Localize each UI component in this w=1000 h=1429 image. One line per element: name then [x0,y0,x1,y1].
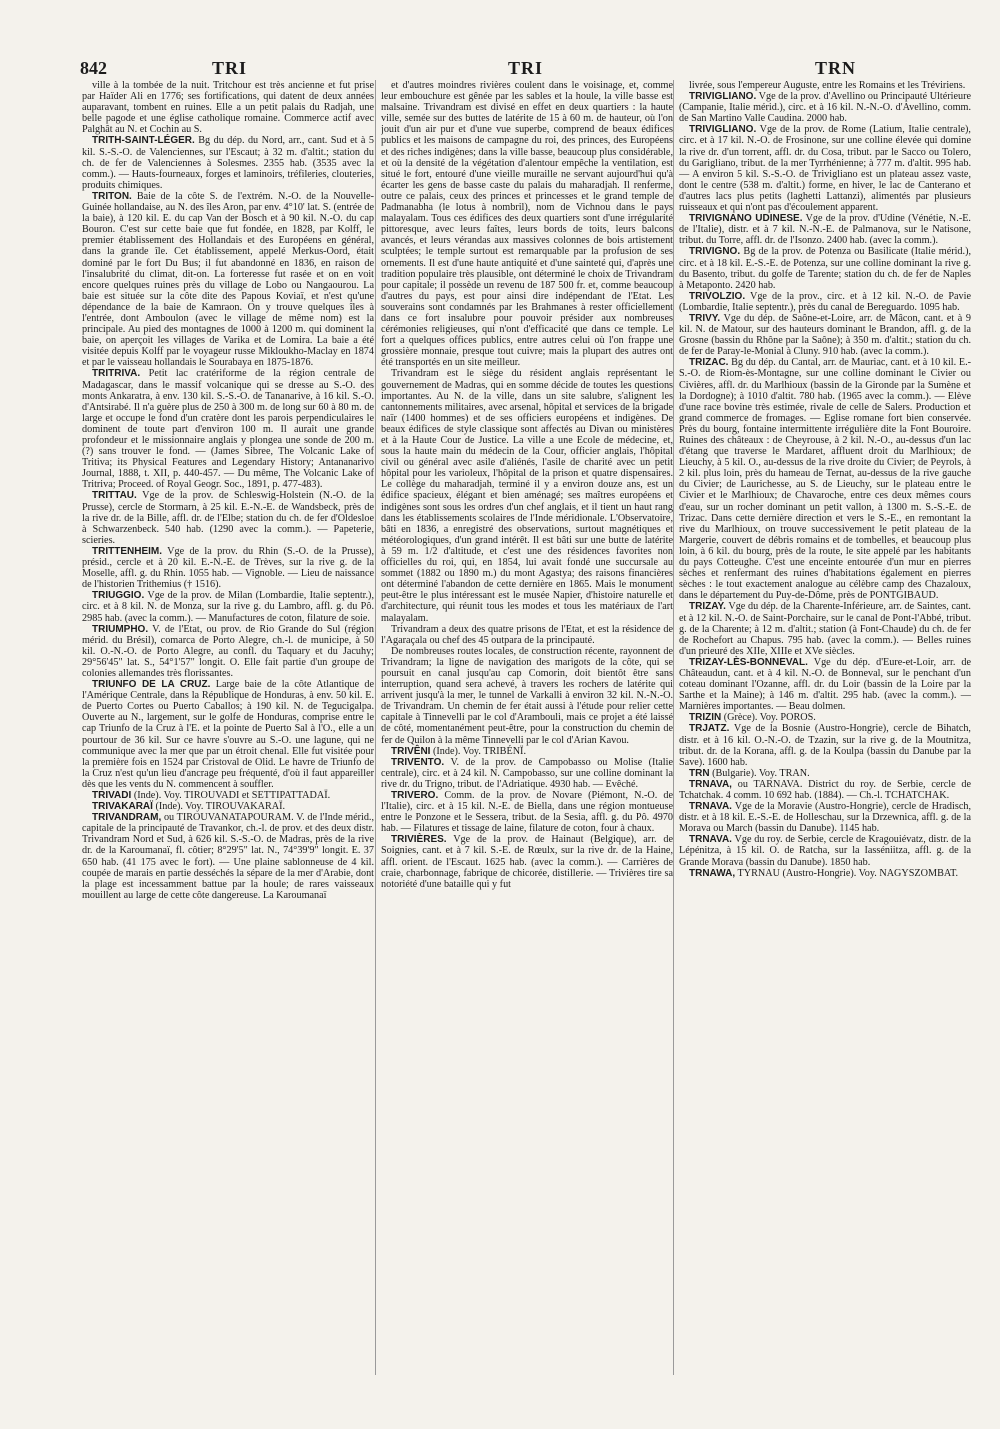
dictionary-entry [82,80,374,135]
entry-headword: TRIVIGLIANO. [689,91,757,103]
dictionary-entry [679,801,971,834]
entry-text: Vge de la prov. de Schleswig-Holstein (N.-O. de la Prusse), cercle de Stormarn, à 25 kil. E.-N.-E. de Wandsbeck, près de la rive dr. de la Bille, affl. dr. de l'Elbe; station du ch. de fer d'Oldesloe à Schwarzenbeck. 540 hab. (1290 avec la comm.). — Papeterie, scieries. [82,490,374,546]
dictionary-entry [82,135,374,190]
entry-headword: TRITTAU. [92,490,137,502]
entry-text: Bg du dép. du Cantal, arr. de Mauriac, cant. et à 10 kil. E.-S.-O. de Riom-ès-Montagne, sur une colline dominant le Civier ou Civières, affl. dr. du Marlhioux (bassin de la Gironde par la Sumène et la Dordogne); à 1010 d'altit. 780 hab. (1965 avec la comm.). — Elève d'une race bovine très estimée, rivale de celle de Salers. Production et grand commerce de fromages. — Eglise romane fort bien conservée. Près du bourg, fontaine intermittente irrégulière dite la Font Bouroire. Ruines des châteaux : de Cheyrouse, à 2 kil. N.-O., au-dessus d'un lac d'étang que traverse le Mardaret, affluent droit du Marlhioux; de Lieuchy, à 5 kil. O., au-dessus de la rive droite du Civier; de Peyrols, à 2 kil. plus loin, près du hameau de Ternat, au-dessus de la rive gauche du Civier; de Laurichesse, au S. de Lieuchy, sur le plateau entre le Civier et le Marlhioux; de Chavaroche, entre ces deux mêmes cours d'eau, sur un rocher dominant un petit vallon, à 1300 m. S.-S.-E. de Trizac. Dans cette dernière direction et vers le S.-E., en remontant la rive du Marlhioux, on trouve successivement le petit plateau de la Margerie, couvert de débris romains et de tombelles, et beaucoup plus loin, à 6 kil. du bourg, près de la route, le site appelé par les habitants du pays Cotteughe. C'est une enceinte entourée d'un mur en pierres sèches et renfermant des ruines d'habitations également en pierres sèches : le tout exactement analogue au célèbre camp des Chazaloux, dans le département du Puy-de-Dôme, près de PONTGIBAUD. [679,357,971,602]
entry-headword: TRIVADI [92,790,132,801]
entry-text: Vge de la prov. d'Avellino ou Principauté Ultérieure (Campanie, Italie mérid.), circ. et à 16 kil. N.-N.-O. d'Avellino, comm. de San Martino Valle Caudina. 2000 hab. [679,91,971,125]
dictionary-entry [679,712,971,723]
entry-headword: TRIVAKARAÏ [92,801,153,813]
entry-headword: TRIVIGNANO UDINESE. [689,213,803,225]
dictionary-entry [679,357,971,601]
dictionary-entry [82,368,374,490]
entry-headword: TRITTENHEIM. [92,545,162,557]
entry-text: Baie de la côte S. de l'extrém. N.-O. de la Nouvelle-Guinée hollandaise, au N. des îles Aron, par env. 4°10' lat. S. (entrée de la baie), à 120 kil. E. du cap Van der Bosch et à 90 kil. N.-O. du cap Bouron. C'est sur cette baie que fut fondée, en 1828, par Kolff, le premier établissement des Hollandais et des Européens en général, dans la grande île. Cet établissement, appelé Merkus-Oord, était dominé par le fort Du Bus; il fut abandonné en 1836, en raison de l'insalubrité du climat, dit-on. La forteresse fut rasée et on en voit encore quelques ruines près du village de Lobo ou Nangaourou. La baie est située sur la côte dite des Papous Koviaï, et n'est qu'une dépendance de la baie de Kamraon. On y trouve quelques îles à l'entrée, dont Amboulon (avec le village de même nom) est la principale. Au pied des montagnes de 1000 à 1200 m. qui dominent la baie, on aperçoit les villages de Varika et de Lomira. La baie a été visitée depuis Kolff par le voyageur russe Mikloukho-Maclay en 1874 et par le vaisseau hollandais le Sourabaya en 1875-1876. [82,190,374,369]
dictionary-entry [679,124,971,213]
entry-text: Vge de la Bosnie (Austro-Hongrie), cercle de Bihatch, distr. et à 16 kil. O.-N.-O. de Tzazin, sur la rive g. de la Moutnitza, tribut. dr. de la Korana, affl. g. de la Koulpa (bassin du Danube par la Save). 1600 hab. [679,723,971,768]
entry-text: Bg de la prov. de Potenza ou Basilicate (Italie mérid.), circ. et à 18 kil. E.-S.-E. de Potenza, sur une colline dominant la rive g. du Basento, tribut. du golfe de Tarente; station du ch. de fer de Naples à Metaponto. 2420 hab. [679,246,971,291]
entry-text: Vge de la prov. du Rhin (S.-O. de la Prusse), présid., cercle et à 20 kil. E.-N.-E. de Trèves, sur la rive g. de la Moselle, affl. g. du Rhin. 1055 hab. — Vignoble. — Lieu de naissance de l'historien Trithemius († 1516). [82,545,374,591]
entry-headword: TRITON. [92,190,132,202]
entry-text: De nombreuses routes locales, de construction récente, rayonnent de Trivandram; la ligne de navigation des marigots de la côte, qui se poursuit en canal jusqu'au cap Comorin, doit bientôt être sans interruption, quand sera achevé, à travers les rochers de latérite qui arrivent jusqu'à la mer, le tunnel de Varkalli à environ 32 kil. N.-N.-O. de Trivandram. Un chemin de fer était aussi à l'étude pour relier cette capitale à Tinnevelli par le col d'Arambouli, mais ce projet a été laissé de côté, momentanément peut-être, pour la construction du chemin de fer de Quilon à la même Tinnevelli par le col d'Arian Kavou. [381,645,673,746]
dictionary-entry [381,746,673,757]
entry-headword: TRIZAY-LÈS-BONNEVAL. [689,656,808,668]
entry-headword: TRIVOLZIO. [689,290,746,302]
entry-headword: TRIVANDRAM, [92,812,162,824]
page-header [80,58,942,82]
entry-headword: TRJATZ. [689,723,730,735]
dictionary-entry [679,723,971,767]
dictionary-entry [82,490,374,545]
entry-text: Vge du dép. de Saône-et-Loire, arr. de Mâcon, cant. et à 9 kil. N. de Matour, sur des hauteurs dominant le Brandon, affl. g. de la Grosne (bassin du Rhône par la Saône); à 350 m. d'altit.; station du ch. de fer de Paray-le-Monial à Cluny. 910 hab. (avec la comm.). [679,312,971,358]
page-number: 842 [80,58,107,78]
entry-text: Vge du roy. de Serbie, cercle de Kragouiévatz, distr. de la Lépénitza, à 15 kil. O. de Ratcha, sur la Iasséniitza, affl. g. de la Grande Morava (bassin du Danube). 1850 hab. [679,834,971,868]
dictionary-entry [679,768,971,779]
column-divider [375,80,376,1375]
dictionary-entry [82,546,374,590]
entry-headword: TRIVIGNO. [689,246,741,258]
entry-headword: TRITH-SAINT-LÉGER. [92,135,195,147]
dictionary-entry [381,790,673,834]
entry-text: Trivandram a deux des quatre prisons de l'Etat, et est la résidence de l'Agaraçala ou chef des 45 outpara de la principauté. [381,623,673,646]
dictionary-entry [679,657,971,712]
entry-text: Comm. de la prov. de Novare (Piémont, N.-O. de l'Italie), circ. et à 15 kil. N.-E. de Biella, dans une région montueuse entre le Ponzone et le Sessera, tribut. de la Sesia, affl. g. du Pô. 4970 hab. — Filatures et tissage de laine, filature de coton, four à chaux. [381,790,673,835]
dictionary-entry [679,868,971,879]
entry-text: (Inde). Voy. TRIBÉNÏ. [433,745,526,757]
entry-headword: TRIVENTO. [391,756,445,768]
running-head-center: TRI [508,58,544,78]
entry-headword: TRIVY. [689,312,721,324]
text-column-left [82,80,374,1380]
entry-headword: TRIZAC. [689,357,729,369]
dictionary-entry [679,601,971,656]
dictionary-entry [679,246,971,290]
entry-text: (Bulgarie). Voy. TRAN. [712,767,810,779]
entry-text: Vge du dép. de la Charente-Inférieure, arr. de Saintes, cant. et à 12 kil. N.-O. de Saint-Porchaire, sur le canal de Pont-l'Abbé, tribut. g. de la Charente; à 12 m. d'altit.; station (à Font-Chaude) du ch. de fer de Rochefort au Chapus. 795 hab. (avec la comm.). — Belles ruines d'un prieuré des XIIe, XIIIe et XVe siècles. [679,601,971,657]
entry-headword: TRIVIGLIANO. [689,124,757,136]
entry-headword: TRN [689,767,710,779]
dictionary-entry [679,834,971,867]
entry-text: Bg du dép. du Nord, arr., cant. Sud et à 5 kil. S.-S.-O. de Valenciennes, sur l'Escaut; à 32 m. d'altit.; station du ch. de fer de Valenciennes à Solesmes. 2355 hab. (3535 avec la comm.). — Hauts-fourneaux, forges et laminoirs, tréfileries, clouteries, produits chimiques. [82,135,374,191]
entry-text: (Inde). Voy. TIROUVADI et SETTIPATTADAÏ. [133,790,331,801]
entry-text: (Grèce). Voy. POROS. [723,712,816,724]
entry-headword: TRIVERO. [391,790,439,801]
entry-text: et d'autres moindres rivières coulent dans le voisinage, et, comme leur embouchure est gênée par les sables et la houle, la ville basse est malsaine. Trivandram est divisé en effet en deux quartiers : la haute ville, semée sur des buttes de latérite de 15 à 60 m. de hauteur, où l'on jouit d'un air pur et d'une vue superbe, comprend de beaux édifices publics et les maisons de campagne du roi, des princes, des Européens et des riches indigènes; dans la ville basse, beaucoup plus considérable, et où la densité de la végétation d'alentour empêche la ventilation, est situé le fort, entouré d'une vieille muraille ne servant aujourd'hui qu'à écarter les gens de basse caste du palais du maharadjah. Il renferme, outre ce palais, ceux des princes et princesses et le grand temple de Padmanabha (le lotus à nombril), nom de Vichnou dans le pays malayalam. Tous ces édifices des deux quartiers sont d'une irrégularité pittoresque, avec leurs faîtes, leurs bords de toits, leurs balcons avancés, et leurs vérandas aux massives colonnes de bois artistement sculptées; le temple surtout est remarquable par la profusion de ses ornements. Il est d'une haute antiquité et d'une sainteté qui, d'après une tradition populaire très plausible, ont déterminé le choix de Trivandram pour capitale; il possède un revenu de 187 500 fr. et, comme beaucoup d'autres du pays, est pour ainsi dire indépendant de l'Etat. Les souverains sont condamnés par les Brahmanes à rester officiellement dans ce fort insalubre pour pouvoir présider aux nombreuses cérémonies religieuses, qui n'ont d'efficacité que dans ce temple. Le fort a quelques offices publics, entre autres celui où l'on frappe une grossière monnaie, presque tout cuivre; mais la plupart des autres ont été transportés en un site meilleur. [381,80,673,369]
entry-text: (Inde). Voy. TIROUVAKARAÏ. [155,801,286,813]
entry-headword: TRIVÊNI [391,745,431,757]
entry-text: ou TIROUVANATAPOURAM. V. de l'Inde mérid., capitale de la principauté de Travankor, ch.-l. de prov. et des deux distr. Trivandram Nord et Sud, à 626 kil. S.-S.-O. de Madras, près de la rive dr. de la Karoumanaï, fl. côtier; 8°29'5" lat. N., 74°39'9" longit. E. 37 650 hab. (41 175 avec le fort). — Une plaine sablonneuse de 4 kil. coupée de marais en partie desséchés la sépare de la mer d'Arabie, dont la plage est incessamment battue par la houle; de rares vaisseaux mouillent au large de cette côte dangereuse. La Karoumanaï [82,812,374,901]
entry-text: ville à la tombée de la nuit. Tritchour est très ancienne et fut prise par Haïder Ali en 1776; ses fortifications, qui datent de deux années auparavant, tombent en ruines. Elle a un petit palais du Radjah, une belle pagode et une église catholique romaine. Commerce actif avec Palghât au N. et Cochin au S. [82,80,374,136]
entry-headword: TRNAVA, [689,778,732,790]
dictionary-entry [381,624,673,646]
entry-headword: TRIZIN [689,712,722,724]
entry-headword: TRIUNFO DE LA CRUZ. [92,679,211,691]
entry-headword: TRNAWA, [689,867,736,879]
entry-text: Vge de la prov. de Rome (Latium, Italie centrale), circ. et à 17 kil. N.-O. de Frosinone, sur une colline élevée qui domine la rive dr. d'un torrent, affl. dr. du Cosa, tribut. par le Sacco ou Tolero, du Garigliano, tribut. de la mer Tyrrhénienne; à 777 m. d'altit. 995 hab. — A environ 5 kil. S.-S.-O. de Trivigliano est un plateau assez vaste, dont le centre (538 m. d'altit.) forme, en hiver, le lac de Canterano et d'autres lacs plus petits (laghetti Lattanzi), alimentés par plusieurs ruisseaux et qui n'ont pas d'écoulement apparent. [679,124,971,214]
entry-text: Vge de la prov., circ. et à 12 kil. N.-O. de Pavie (Lombardie, Italie septentr.), près du canal de Bereguardo. 1095 hab. [679,290,971,313]
entry-text: ou TARNAVA. District du roy. de Serbie, cercle de Tchatchak. 4 comm. 10 692 hab. (1884). — Ch.-l. TCHATCHAK. [679,778,971,801]
dictionary-entry [381,757,673,790]
entry-text: V. de la prov. de Campobasso ou Molise (Italie centrale), circ. et à 24 kil. N. Campobasso, sur une colline dominant la rive dr. du Trigno, tribut. de l'Adriatique. 4930 hab. — Evêché. [381,756,673,790]
entry-text: Petit lac cratériforme de la région centrale de Madagascar, dans le massif volcanique qui se dresse au S.-O. des monts Ankaratra, à env. 130 kil. S.-S.-O. de Tananarive, à 16 kil. S.-O. d'Antsirabé. Il n'a guère plus de 250 à 300 m. de long sur 60 à 80 m. de large et occupe le fond d'un cratère dont les parois perpendiculaires le dominent de toute part d'environ 100 m. Il aurait une grande profondeur et le missionnaire anglais y plongea une sonde de 200 m. (?) sans trouver le fond. — (James Sibree, The Volcanic Lake of Tritiva; its Physical Features and Legendary History; Antananarivo Journal, 1888, t. XII, p. 440-457. — Du même, The Volcanic Lake of Tritriva; Proceed. of Royal Geogr. Soc., 1891, p. 477-483). [82,368,374,491]
entry-headword: TRIVIÈRES. [391,834,447,846]
dictionary-entry [82,624,374,679]
dictionary-entry [82,191,374,369]
entry-text: Vge de la prov. de Milan (Lombardie, Italie septentr.), circ. et à 8 kil. N. de Monza, sur la rive g. du Lambro, affl. g. du Pô. 2985 hab. (avec la comm.). — Manufactures de coton, filature de soie. [82,590,374,624]
dictionary-entry [82,790,374,801]
entry-headword: TRNAVA. [689,801,732,813]
text-column-right [679,80,971,1380]
entry-headword: TRIUGGIO. [92,590,145,602]
entry-headword: TRITRIVA. [92,368,141,380]
dictionary-entry [679,213,971,246]
dictionary-entry [679,80,971,91]
entry-headword: TRIZAY. [689,601,726,613]
dictionary-entry [679,779,971,801]
dictionary-entry [82,590,374,623]
dictionary-entry [679,91,971,124]
text-column-center [381,80,673,1380]
entry-text: livrée, sous l'empereur Auguste, entre les Romains et les Tréviriens. [689,80,966,91]
dictionary-entry [82,812,374,901]
entry-text: Vge de la Moravie (Austro-Hongrie), cercle de Hradisch, distr. et à 18 kil. E.-S.-E. de Holleschau, sur la Drzewnica, affl. g. de la Morava ou March (bassin du Danube). 1145 hab. [679,801,971,835]
dictionary-entry [679,313,971,357]
dictionary-entry [381,834,673,889]
dictionary-entry [679,291,971,313]
dictionary-entry [381,646,673,746]
dictionary-entry [381,80,673,368]
entry-text: Vge du dép. d'Eure-et-Loir, arr. de Châteaudun, cant. et à 4 kil. N.-O. de Bonneval, sur le penchant d'un coteau dominant l'Ozanne, affl. dr. du Loir (bassin de la Loire par la Sarthe et la Maine); à 146 m. d'altit. 295 hab. (avec la comm.). — Marnières importantes. — Beau dolmen. [679,656,971,713]
dictionary-entry [82,679,374,790]
entry-text: Vge de la prov. d'Udine (Vénétie, N.-E. de l'Italie), distr. et à 7 kil. N.-N.-E. de Palmanova, sur le Natisone, tribut. du Torre, affl. dr. de l'Isonzo. 2400 hab. (avec la comm.). [679,213,971,247]
dictionary-entry [381,368,673,623]
dictionary-entry [82,801,374,812]
entry-text: Vge de la prov. de Hainaut (Belgique), arr. de Soignies, cant. et à 7 kil. S.-E. de Rœulx, sur la rive dr. de la Haine, affl. orient. de l'Escaut. 1625 hab. (avec la comm.). — Carrières de craie, charbonnage, fabrique de chicorée, distillerie. — Trivières tire sa notoriété d'une bataille qui y fut [381,834,673,890]
entry-text: TYRNAU (Austro-Hongrie). Voy. NAGYSZOMBAT. [737,867,959,879]
column-divider [673,80,674,1375]
entry-headword: TRIUMPHO. [92,623,149,635]
entry-text: V. de l'Etat, ou prov. de Rio Grande do Sul (région mérid. du Brésil), comarca de Porto Alegre, ch.-l. de municipe, à 50 kil. O.-N.-O. de Porto Alegre, au confl. du Taquary et du Jacuhy; 29°56'45" lat. S., 54°1'57" longit. O. Elle fait partie d'un groupe de colonies allemandes très florissantes. [82,623,374,679]
entry-text: Large baie de la côte Atlantique de l'Amérique Centrale, dans la République de Honduras, à env. 50 kil. E. de Puerto Cortes ou Puerto Caballos; à 190 kil. N. de Tegucigalpa. Ouverte au N., largement, sur le golfe de Honduras, comprise entre le cap Triunfo de la Cruz à l'E. et la pointe de Puerto Sal à l'O., elle a un pourtour de 36 kil. Sur ce havre s'ouvre au S.-O. une lagune, qui ne communique avec la mer que par un étroit chenal. Elle fut visitée pour la première fois en 1524 par Cristoval de Olid. Le havre de Triunfo de la Cruz n'est qu'un lieu d'ancrage peu fréquenté, d'où il faut appareiller dès que les vents du N. commencent à souffler. [82,679,374,790]
running-head-left: TRI [212,58,248,78]
entry-text: Trivandram est le siège du résident anglais représentant le gouvernement de Madras, qui en somme décide de toutes les questions importantes. Au N. de la ville, dans un site salubre, s'alignent les cantonnements militaires, avec arsenal, hôpital et services de la brigade naïr (1400 hommes) et de ses officiers européens et indigènes. De beaux édifices de style classique sont affectés au Divan ou ministères et à la Haute Cour de Justice. La ville a une Ecole de médecine, et, sous la haute main du médecin de la Cour, officier anglais, l'hôpital civil ou général avec asile d'aliénés, l'asile de charité avec un petit hôpital pour les varioleux, l'hôpital de la prison et quatre dispensaires. Le collège du maharadjah, terminé il y a environ douze ans, est un édifice spacieux, élégant et bien aménagé; ses maîtres européens et indigènes sont sous les ordres d'un chef anglais, et il tient un haut rang dans les établissements scolaires de l'Inde méridionale. L'Observatoire, bâti en 1836, a enregistré des observations, surtout magnétiques et météorologiques, d'un grand intérêt. Il est bâti sur une butte de latérite à 59 m. 1/2 d'altitude, et c'est une des résidences favorites non officielles du roi, qui, en 1854, lui avait fondé une succursale au sommet (1882 ou 1890 m.) du mont Agastya; des raisons financières ont déterminé l'abandon de cette dernière en 1865. Mais le monument peut-être le plus intéressant est le musée Napier, d'histoire naturelle et d'architecture, qui réunit tous les modes et tous les matériaux de l'art malayalam. [381,368,673,624]
entry-headword: TRNAVA. [689,834,732,846]
running-head-right: TRN [815,58,857,78]
